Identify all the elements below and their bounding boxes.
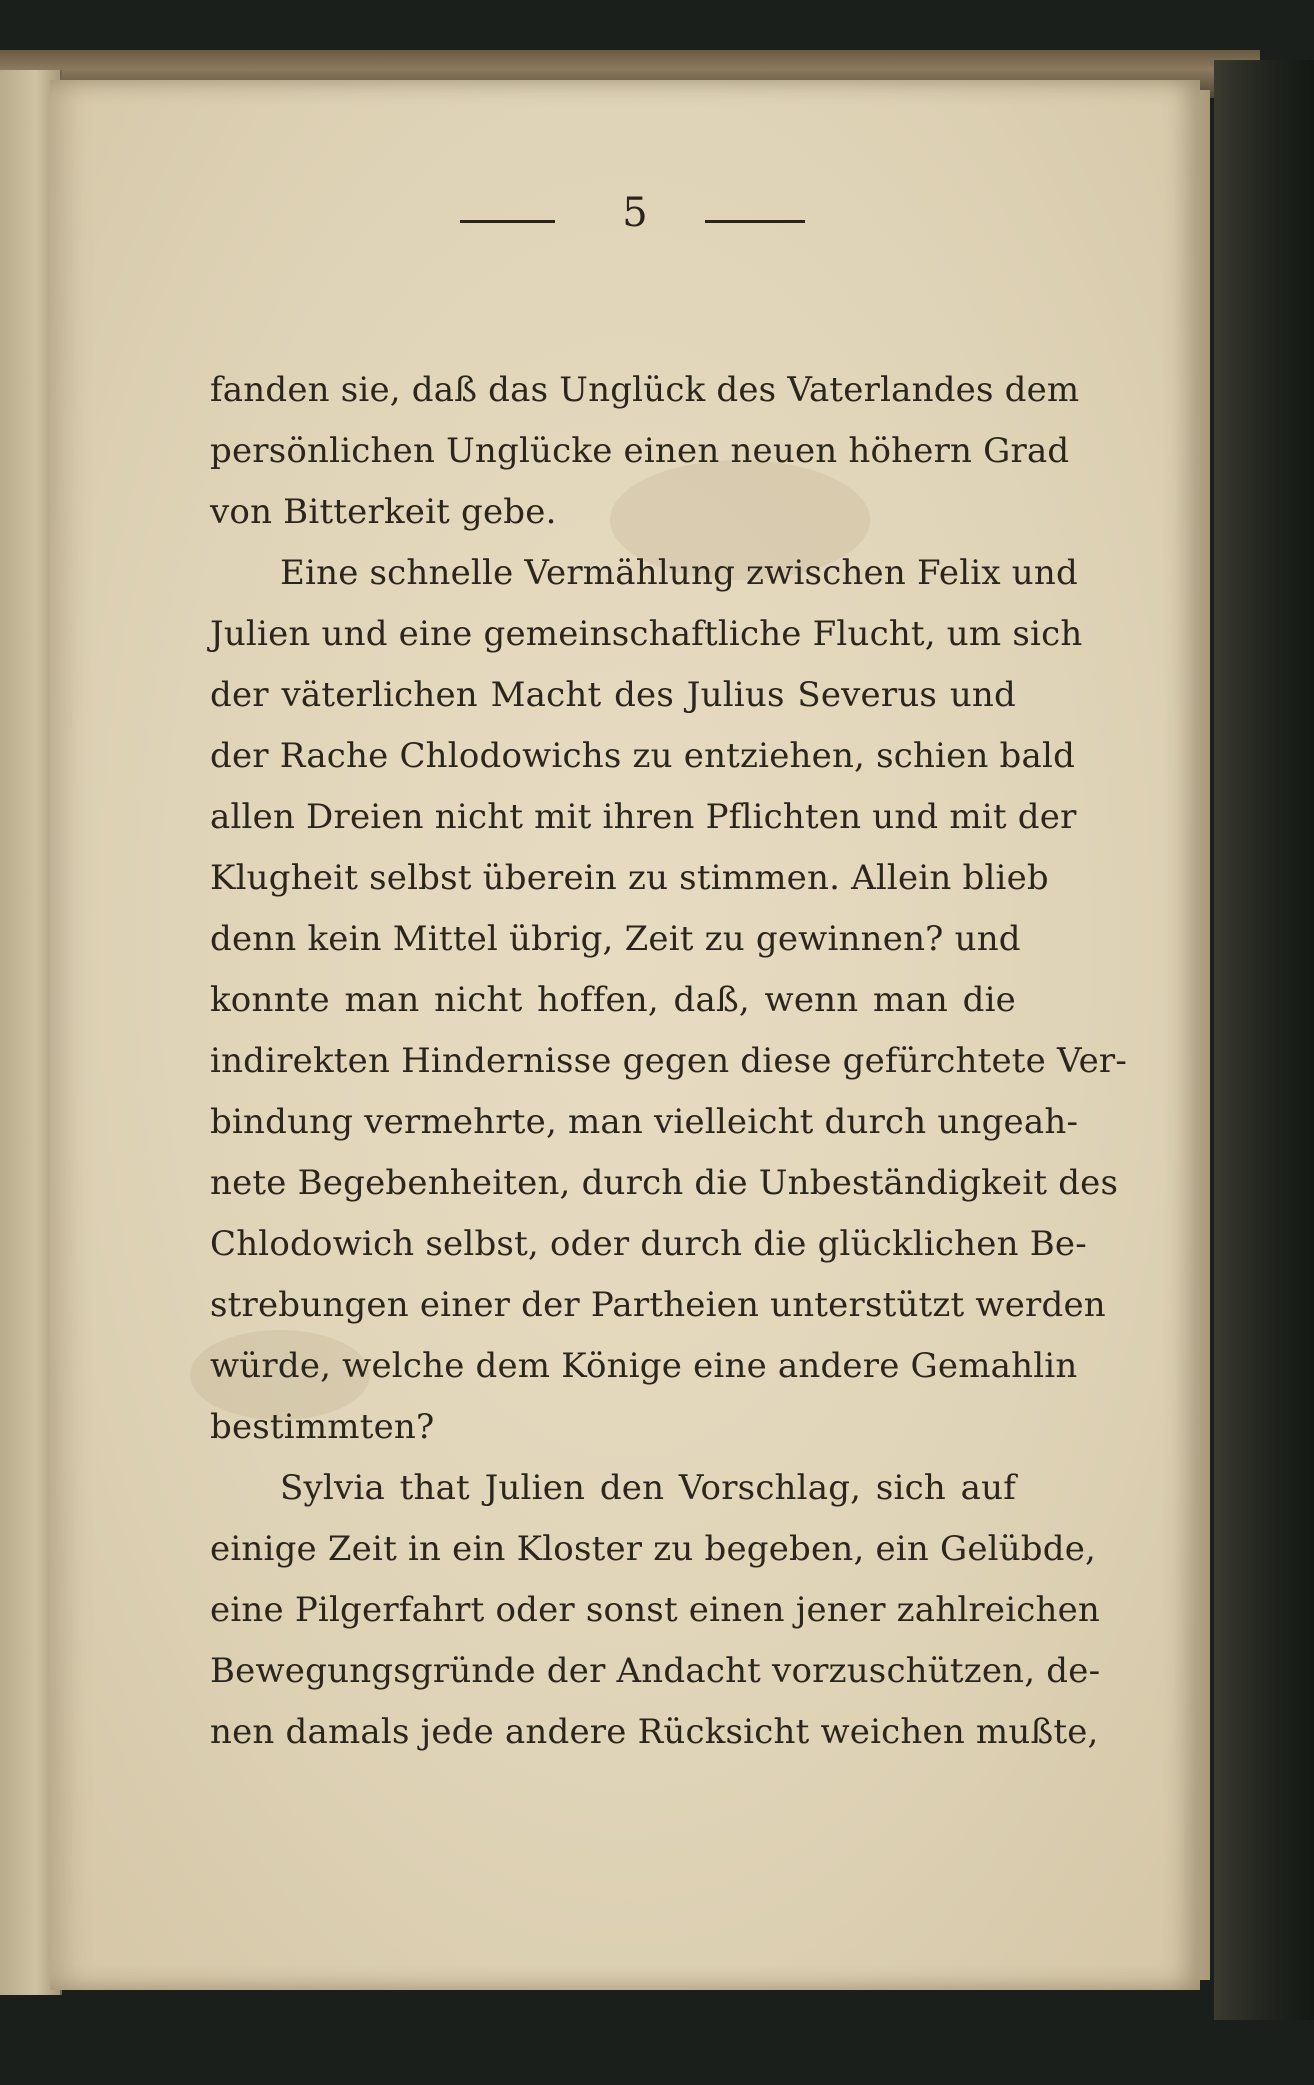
text-line: Eine schnelle Vermählung zwischen Felix und bbox=[280, 553, 1078, 593]
text-line: fanden sie, daß das Unglück des Vaterlandes dem bbox=[210, 370, 1080, 410]
page-header bbox=[50, 190, 1200, 240]
book-cover-right bbox=[1214, 60, 1314, 2020]
text-line: einige Zeit in ein Kloster zu begeben, ein Gelübde, bbox=[210, 1529, 1097, 1569]
text-line: Chlodowich selbst, oder durch die glücklichen Be- bbox=[210, 1224, 1087, 1264]
text-line: würde, welche dem Könige eine andere Gemahlin bbox=[210, 1346, 1078, 1386]
text-line: Sylvia that Julien den Vorschlag, sich auf bbox=[280, 1468, 1016, 1508]
body-text bbox=[210, 360, 1128, 1763]
header-rule-left bbox=[460, 220, 555, 223]
text-line: Julien und eine gemeinschaftliche Flucht, um sich bbox=[210, 614, 1083, 654]
text-line: eine Pilgerfahrt oder sonst einen jener zahlreichen bbox=[210, 1590, 1101, 1630]
page-number: 5 bbox=[622, 190, 648, 236]
text-line: von Bitterkeit gebe. bbox=[210, 492, 557, 532]
text-line: der väterlichen Macht des Julius Severus und bbox=[210, 675, 1016, 715]
header-rule-right bbox=[705, 220, 805, 223]
text-line: bindung vermehrte, man vielleicht durch ungeah- bbox=[210, 1102, 1079, 1142]
text-line: nete Begebenheiten, durch die Unbeständigkeit des bbox=[210, 1163, 1119, 1203]
text-line: persönlichen Unglücke einen neuen höhern Grad bbox=[210, 431, 1070, 471]
text-line: denn kein Mittel übrig, Zeit zu gewinnen? und bbox=[210, 919, 1021, 959]
text-line: strebungen einer der Partheien unterstützt werden bbox=[210, 1285, 1106, 1325]
text-line: allen Dreien nicht mit ihren Pflichten und mit der bbox=[210, 797, 1077, 837]
text-line: Klugheit selbst überein zu stimmen. Allein blieb bbox=[210, 858, 1049, 898]
text-line: der Rache Chlodowichs zu entziehen, schien bald bbox=[210, 736, 1076, 776]
text-line: bestimmten? bbox=[210, 1407, 435, 1447]
text-line: konnte man nicht hoffen, daß, wenn man die bbox=[210, 980, 1016, 1020]
text-line: nen damals jede andere Rücksicht weichen mußte, bbox=[210, 1712, 1099, 1752]
text-line: Bewegungsgründe der Andacht vorzuschützen, de- bbox=[210, 1651, 1101, 1691]
text-line: indirekten Hindernisse gegen diese gefürchtete Ver- bbox=[210, 1041, 1128, 1081]
